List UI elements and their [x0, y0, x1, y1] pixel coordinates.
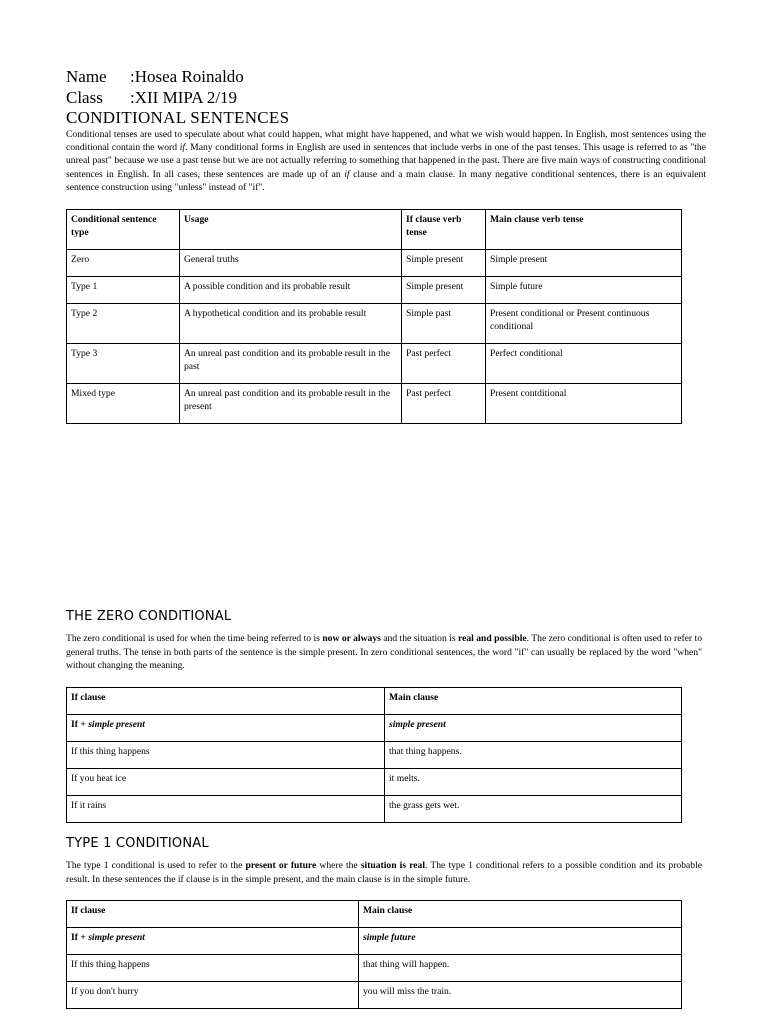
table-row	[67, 344, 682, 384]
formula-cell: simple future	[359, 928, 682, 955]
type1-conditional-heading: TYPE 1 CONDITIONAL	[66, 836, 209, 851]
table-header-row	[67, 901, 682, 928]
table-cell: Type 3	[67, 344, 180, 384]
table-row	[67, 769, 682, 796]
table-row	[67, 982, 682, 1009]
table-header-cell: Main clause	[385, 688, 682, 715]
table-row	[67, 250, 682, 277]
table-cell: If it rains	[67, 796, 385, 823]
table-cell: Perfect conditional	[486, 344, 682, 384]
type1-conditional-paragraph: The type 1 conditional is used to refer to the present or future where the situation is real. The type 1 conditional refers to a possible condition and its probable result. In these sentences the if clause is in the simple present, and the main clause is in the simple future.	[66, 860, 702, 885]
table-header-row	[67, 210, 682, 250]
table-cell: Past perfect	[402, 384, 486, 424]
table-cell: the grass gets wet.	[385, 796, 682, 823]
table-cell: Present conditional or Present continuous conditional	[486, 304, 682, 344]
table-cell: A hypothetical condition and its probable result	[180, 304, 402, 344]
table-header-row	[67, 688, 682, 715]
table-header-cell: Conditional sentence type	[67, 210, 180, 250]
table-cell: that thing will happen.	[359, 955, 682, 982]
formula-row	[67, 928, 682, 955]
table-cell: If you heat ice	[67, 769, 385, 796]
table-row	[67, 304, 682, 344]
formula-cell: simple present	[385, 715, 682, 742]
table-header-cell: Main clause	[359, 901, 682, 928]
table-cell: Type 2	[67, 304, 180, 344]
name-line	[66, 67, 244, 87]
table-cell: Zero	[67, 250, 180, 277]
table-cell: Simple present	[402, 277, 486, 304]
table-header-cell: If clause	[67, 901, 359, 928]
formula-cell: If + simple present	[67, 715, 385, 742]
zero-conditional-table	[66, 687, 682, 823]
table-cell: Simple future	[486, 277, 682, 304]
table-cell: Simple present	[402, 250, 486, 277]
table-cell: Simple past	[402, 304, 486, 344]
type1-conditional-table	[66, 900, 682, 1009]
table-cell: An unreal past condition and its probable result in the past	[180, 344, 402, 384]
table-cell: Present contditional	[486, 384, 682, 424]
class-line	[66, 88, 237, 108]
class-label: Class	[66, 88, 103, 107]
table-row	[67, 742, 682, 769]
table-cell: If you don't hurry	[67, 982, 359, 1009]
table-cell: that thing happens.	[385, 742, 682, 769]
table-cell: you will miss the train.	[359, 982, 682, 1009]
zero-conditional-paragraph: The zero conditional is used for when the time being referred to is now or always and the situation is real and possible. The zero conditional is often used to refer to general truths. The tense in both parts of the sentence is the simple present. In zero conditional sentences, the word "if" can usually be replaced by the word "when" without changing the meaning.	[66, 633, 702, 672]
table-header-cell: If clause verb tense	[402, 210, 486, 250]
name-value: :Hosea Roinaldo	[130, 67, 244, 86]
document-title: CONDITIONAL SENTENCES	[66, 108, 290, 127]
table-row	[67, 796, 682, 823]
table-row	[67, 384, 682, 424]
table-header-cell: If clause	[67, 688, 385, 715]
table-header-cell: Usage	[180, 210, 402, 250]
intro-paragraph: Conditional tenses are used to speculate about what could happen, what might have happened, and what we wish would happen. In English, most sentences using the conditional contain the word if. Many conditional forms in English are used in sentences that include verbs in one of the past tenses. This usage is referred to as "the unreal past" because we use a past tense but we are not actually referring to something that happened in the past. There are five main ways of constructing conditional sentences in English. In all cases, these sentences are made up of an if clause and a main clause. In many negative conditional sentences, there is an equivalent sentence construction using "unless" instead of "if".	[66, 129, 706, 193]
name-label: Name	[66, 67, 107, 86]
table-cell: General truths	[180, 250, 402, 277]
formula-cell: If + simple present	[67, 928, 359, 955]
table-cell: Past perfect	[402, 344, 486, 384]
table-header-cell: Main clause verb tense	[486, 210, 682, 250]
table-row	[67, 277, 682, 304]
table-cell: Simple present	[486, 250, 682, 277]
table-cell: An unreal past condition and its probable result in the present	[180, 384, 402, 424]
zero-conditional-heading: THE ZERO CONDITIONAL	[66, 609, 232, 624]
table-cell: Mixed type	[67, 384, 180, 424]
class-value: :XII MIPA 2/19	[130, 88, 238, 107]
table-cell: If this thing happens	[67, 955, 359, 982]
table-cell: A possible condition and its probable result	[180, 277, 402, 304]
conditional-overview-table	[66, 209, 682, 424]
table-cell: If this thing happens	[67, 742, 385, 769]
table-cell: Type 1	[67, 277, 180, 304]
formula-row	[67, 715, 682, 742]
table-cell: it melts.	[385, 769, 682, 796]
table-row	[67, 955, 682, 982]
